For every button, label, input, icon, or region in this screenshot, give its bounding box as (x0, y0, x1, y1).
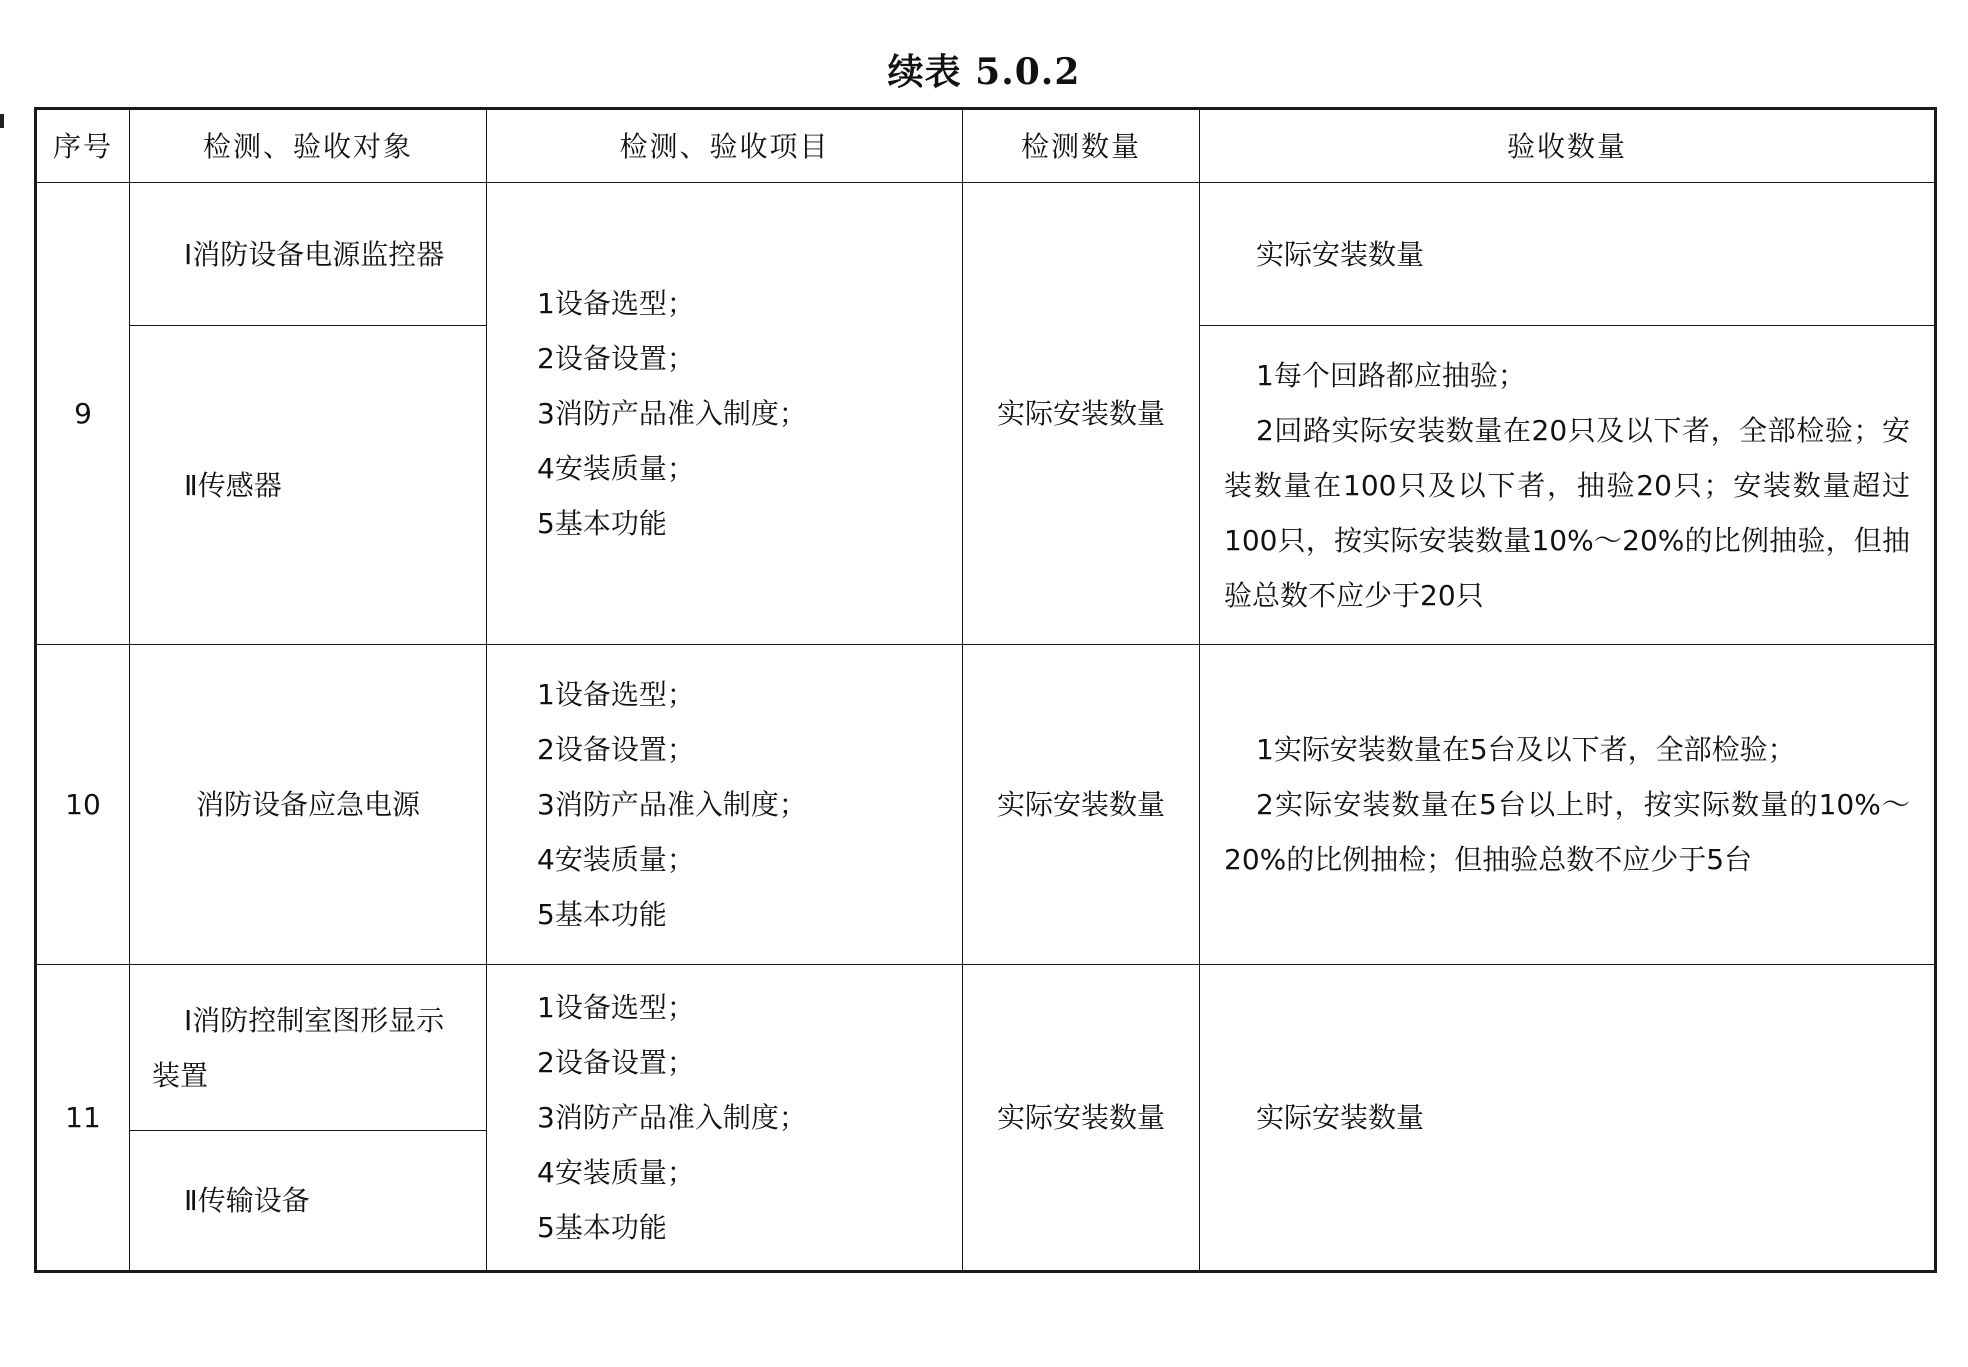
acceptance-table (34, 107, 1937, 1273)
items-cell (487, 965, 963, 1272)
object-text: Ⅰ消防控制室图形显示装置 (152, 1003, 445, 1092)
header-seq: 序号 (36, 109, 130, 183)
item-line: 2设备设置； (537, 342, 695, 375)
items-cell (487, 183, 963, 645)
item-line: 4安装质量； (537, 1156, 695, 1189)
header-items: 检测、验收项目 (487, 109, 963, 183)
item-line: 4安装质量； (537, 452, 695, 485)
accept-line: 2实际安装数量在5台以上时，按实际数量的10%～20%的比例抽检；但抽验总数不应少于5台 (1224, 788, 1910, 876)
object-cell (130, 326, 487, 645)
accept-qty-cell: 实际安装数量 (1200, 183, 1936, 326)
object-cell (130, 183, 487, 326)
seq-cell: 10 (36, 645, 130, 965)
item-line: 5基本功能 (537, 898, 667, 931)
header-accept-qty: 验收数量 (1200, 109, 1936, 183)
table-title: 续表 5.0.2 (887, 51, 1081, 93)
object-text: Ⅰ消防设备电源监控器 (184, 237, 445, 271)
object-text: Ⅱ传感器 (184, 468, 282, 502)
item-line: 2设备设置； (537, 733, 695, 766)
accept-line: 1实际安装数量在5台及以下者，全部检验； (1256, 733, 1796, 766)
object-cell (130, 965, 487, 1131)
object-text: Ⅱ传输设备 (184, 1184, 310, 1217)
table-row (36, 965, 1936, 1131)
page-edge-mark (0, 114, 4, 128)
header-object: 检测、验收对象 (130, 109, 487, 183)
detect-qty-cell: 实际安装数量 (963, 183, 1200, 645)
item-line: 5基本功能 (537, 1211, 667, 1244)
items-cell (487, 645, 963, 965)
detect-qty-cell: 实际安装数量 (963, 645, 1200, 965)
accept-line: 2回路实际安装数量在20只及以下者，全部检验；安装数量在100只及以下者，抽验20只；安装数量超过100只，按实际安装数量10%～20%的比例抽验，但抽验总数不应少于20只 (1224, 413, 1910, 612)
accept-line: 1每个回路都应抽验； (1256, 358, 1526, 392)
item-line: 5基本功能 (537, 507, 667, 540)
seq-cell: 11 (36, 965, 130, 1272)
header-detect-qty: 检测数量 (963, 109, 1200, 183)
item-line: 3消防产品准入制度； (537, 788, 807, 821)
item-line: 3消防产品准入制度； (537, 1101, 807, 1134)
table-row (36, 645, 1936, 965)
accept-qty-cell: 实际安装数量 (1200, 965, 1936, 1272)
seq-cell: 9 (36, 183, 130, 645)
header-row (36, 109, 1936, 183)
accept-qty-cell (1200, 645, 1936, 965)
accept-qty-cell (1200, 326, 1936, 645)
object-cell: 消防设备应急电源 (130, 645, 487, 965)
item-line: 1设备选型； (537, 678, 695, 711)
item-line: 1设备选型； (537, 991, 695, 1024)
table-row (36, 183, 1936, 326)
item-line: 2设备设置； (537, 1046, 695, 1079)
item-line: 3消防产品准入制度； (537, 397, 807, 430)
detect-qty-cell: 实际安装数量 (963, 965, 1200, 1272)
object-cell (130, 1131, 487, 1272)
item-line: 4安装质量； (537, 843, 695, 876)
item-line: 1设备选型； (537, 287, 695, 320)
